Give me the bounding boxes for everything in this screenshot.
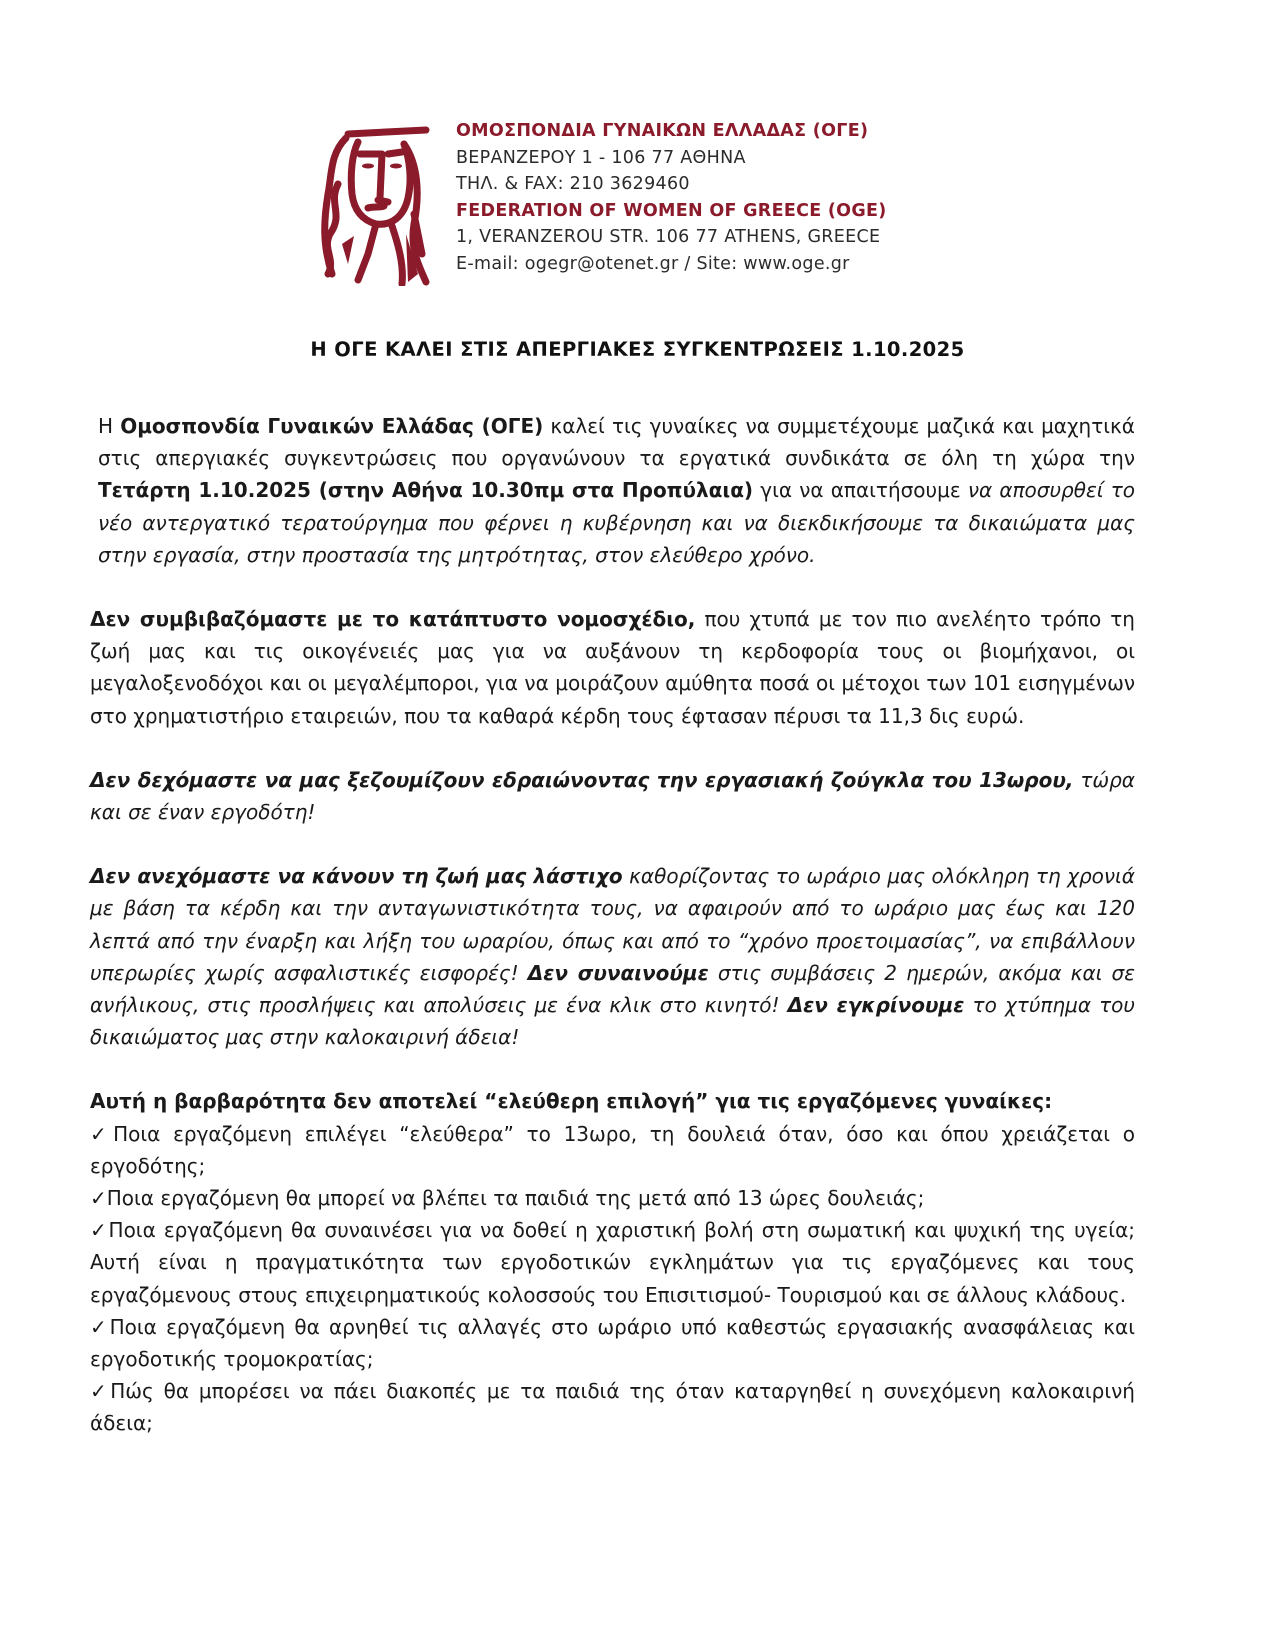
address-english: 1, VERANZEROU STR. 106 77 ATHENS, GREECE bbox=[456, 227, 881, 248]
letterhead-text bbox=[456, 118, 887, 278]
italic-text: το χτύπημα του δικαιώματος μας στην καλοκαιρινή άδεια! bbox=[90, 993, 1135, 1050]
bold-italic-text: Δεν συναινούμε bbox=[527, 960, 709, 985]
checkmark-icon: ✓ bbox=[90, 1314, 110, 1339]
text: που χτυπά με τον πιο ανελέητο τρόπο τη ζωή μας και τις οικογένειές μας για να αυξάνουν τη κερδοφορία τους οι βιομήχανοι, οι μεγαλοξενοδόχοι και οι μεγαλέμποροι, για να μοιράζουν αμύθητα ποσά οι μέτοχοι των 101 εισηγμένων στο χρηματιστήριο εταιρειών, που τα καθαρά κέρδη τους έφτασαν πέρυσι τα 11,3 δις ευρώ. bbox=[90, 607, 1135, 728]
list-item bbox=[90, 1182, 1135, 1214]
list-item-text: Ποια εργαζόμενη θα αρνηθεί τις αλλαγές στο ωράριο υπό καθεστώς εργασιακής ανασφάλειας και εργοδοτικής τρομοκρατίας; bbox=[90, 1314, 1135, 1372]
bold-date: Τετάρτη 1.10.2025 (στην Αθήνα 10.30πμ στα Προπύλαια) bbox=[98, 478, 754, 503]
list-item-text: Ποια εργαζόμενη θα συναινέσει για να δοθεί η χαριστική βολή στη σωματική και ψυχική της υγεία; Αυτή είναι η πραγματικότητα των εργοδοτικών εγκλημάτων για τις εργαζόμενες και τους εργαζόμενους στους επιχειρηματικούς κολοσσούς του Επισιτισμού- Τουρισμού και σε άλλους κλάδους. bbox=[90, 1218, 1135, 1307]
document-title: Η ΟΓΕ ΚΑΛΕΙ ΣΤΙΣ ΑΠΕΡΓΙΑΚΕΣ ΣΥΓΚΕΝΤΡΩΣΕΙΣ 1.10.2025 bbox=[310, 338, 965, 361]
list-item-text: Ποια εργαζόμενη επιλέγει “ελεύθερα” το 13ωρο, τη δουλειά όταν, όσο και όπου χρειάζεται ο εργοδότης; bbox=[90, 1121, 1135, 1178]
checkmark-icon: ✓ bbox=[90, 1218, 109, 1243]
org-name-greek: ΟΜΟΣΠΟΝΔΙΑ ΓΥΝΑΙΚΩΝ ΕΛΛΑΔΑΣ (ΟΓΕ) bbox=[456, 121, 869, 141]
bold-italic-text: Δεν ανεχόμαστε να κάνουν τη ζωή μας λάστιχο bbox=[90, 864, 623, 889]
list-item bbox=[90, 1214, 1135, 1311]
phone-fax: ΤΗΛ. & FAX: 210 3629460 bbox=[456, 174, 690, 195]
italic-text: καθορίζοντας το ωράριο μας ολόκληρη τη χρονιά με βάση τα κέρδη και την ανταγωνιστικότητα τους, να αφαιρούν από το ωράριο μας έως και 120 λεπτά από την έναρξη και λήξη του ωραρίου, όπως και από το “χρόνο προετοιμασίας”, να επιβάλλουν υπερωρίες χωρίς ασφαλιστικές εισφορές! bbox=[90, 864, 1135, 985]
list-item bbox=[90, 1375, 1135, 1439]
list-item-text: Πώς θα μπορέσει να πάει διακοπές με τα παιδιά της όταν καταργηθεί η συνεχόμενη καλοκαιρινή άδεια; bbox=[90, 1379, 1135, 1436]
paragraph-bill bbox=[90, 603, 1135, 732]
list-item bbox=[90, 1118, 1135, 1182]
text: καλεί τις γυναίκες να συμμετέχουμε μαζικά και μαχητικά στις απεργιακές συγκεντρώσεις που οργανώνουν τα εργατικά συνδικάτα σε όλη τη χώρα την bbox=[98, 414, 1135, 471]
bold-text: Δεν συμβιβαζόμαστε με το κατάπτυστο νομοσχέδιο, bbox=[90, 607, 696, 632]
paragraph-intro bbox=[90, 410, 1135, 571]
bold-text: Ομοσπονδία Γυναικών Ελλάδας (ΟΓΕ) bbox=[120, 414, 544, 438]
bold-italic-text: Δεν δεχόμαστε να μας ξεζουμίζουν εδραιώνοντας την εργασιακή ζούγκλα του 13ωρου, bbox=[90, 767, 1074, 792]
paragraph-13-hours bbox=[90, 764, 1135, 828]
letterhead bbox=[318, 118, 918, 298]
bold-italic-text: Δεν εγκρίνουμε bbox=[787, 993, 965, 1018]
address-greek: ΒΕΡΑΝΖΕΡΟΥ 1 - 106 77 ΑΘΗΝΑ bbox=[456, 147, 746, 168]
checkmark-icon: ✓ bbox=[90, 1379, 111, 1404]
section-heading: Αυτή η βαρβαρότητα δεν αποτελεί “ελεύθερη επιλογή” για τις εργαζόμενες γυναίκες: bbox=[90, 1089, 1053, 1114]
woman-face-logo-icon bbox=[318, 124, 436, 286]
checkmark-icon: ✓ bbox=[90, 1121, 114, 1146]
italic-text: τώρα και σε έναν εργοδότη! bbox=[90, 767, 1135, 825]
text: για να απαιτήσουμε bbox=[753, 478, 968, 503]
list-item bbox=[90, 1311, 1135, 1375]
italic-text: στις συμβάσεις 2 ημερών, ακόμα και σε ανήλικους, στις προσλήψεις και απολύσεις με ένα κλικ στο κινητό! bbox=[90, 960, 1136, 1018]
checkmark-icon: ✓ bbox=[90, 1186, 107, 1211]
document-body bbox=[90, 410, 1135, 1440]
paragraph-schedule bbox=[90, 860, 1135, 1053]
checklist bbox=[90, 1118, 1135, 1440]
org-name-english: FEDERATION OF WOMEN OF GREECE (OGE) bbox=[456, 200, 887, 221]
italic-text: να αποσυρθεί το νέο αντεργατικό τερατούργημα που φέρνει η κυβέρνηση και να διεκδικήσουμε τα δικαιώματα μας στην εργασία, στην προστασία της μητρότητας, στον ελεύθερο χρόνο. bbox=[98, 478, 1135, 567]
list-item-text: Ποια εργαζόμενη θα μπορεί να βλέπει τα παιδιά της μετά από 13 ώρες δουλειάς; bbox=[106, 1186, 925, 1211]
text: Η bbox=[98, 414, 121, 438]
contact-info: E-mail: ogegr@otenet.gr / Site: www.oge.gr bbox=[456, 253, 850, 274]
